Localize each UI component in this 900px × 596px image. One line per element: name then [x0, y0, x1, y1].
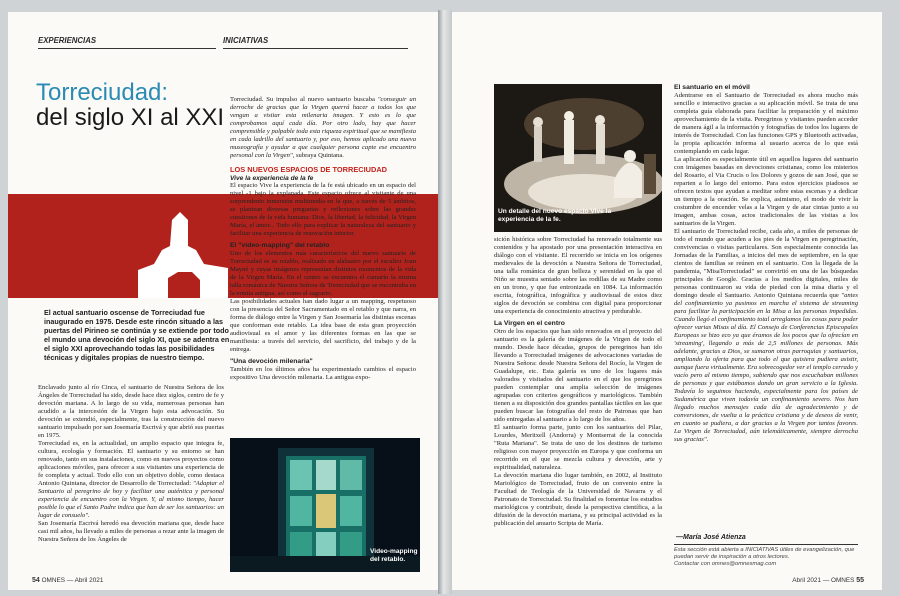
quintana-quote: "conseguir un derroche de gracias que la Virgen querrá hacer a todos los que vengan a visitar esta milenaria imagen. Y esto es lo que comprobamos aquí cada día. Por otro lado, hay que hacer comprensible y palpable toda esta riqueza espiritual que se manifiesta en cada ladrillo del santuario y, por eso, hemos aplicado una nueva museografía y ayudar a que cualquier persona capte ese encuentro personal con la Virgen"	[230, 96, 416, 159]
movil-paragraph-1: Adentrarse en el Santuario de Torreciudad es ahora mucho más sencillo e interactivo gracias a su aplicación móvil. Se trata de una completa guía elaborada para facilitar la preparación y el máximo aprovechamiento de la visita. Peregrinos y visitantes pueden acceder de manera ágil a la información y fotografías de todos los lugares de interés de Torreciudad. Con las funciones GPS y Bluetooth activadas, la propia aplicación informa al usuario acerca de lo que está contemplando en cada lugar.	[674, 92, 858, 155]
right-page	[452, 12, 882, 590]
body-paragraph-2	[38, 440, 224, 520]
left-page-number: 54	[32, 577, 40, 584]
quintana-text: Torreciudad. Su impulso al nuevo santuario buscaba	[230, 96, 378, 103]
left-column-1	[38, 384, 224, 574]
right-column-2	[674, 84, 858, 532]
left-footer	[32, 577, 103, 584]
movil-paragraph-3	[674, 228, 858, 444]
title-line-1: Torreciudad:	[36, 79, 169, 106]
left-page	[8, 12, 438, 590]
right-footer-text: Abril 2021 — OMNES	[792, 577, 855, 584]
title-line-2: del siglo XI al XXI	[36, 104, 225, 131]
exhibition-photo	[494, 84, 662, 232]
quintana-paragraph	[230, 96, 416, 160]
exposicion-paragraph: sición histórica sobre Torreciudad ha renovado totalmente sus contenidos y ha apostado por una presentación interactiva en diálogo con el visitante. El recorrido se inicia en los orígenes medievales de la devoción a Nuestra Señora de Torreciudad, una talla románica de gran belleza y serenidad en la que el Niño se muestra sentado sobre las rodillas de su Madre como en un trono, y que fue entronizada en 1084. La información escrita, fotográfica, infográfica y audiovisual de estos diez siglos de devoción se combina con digital para proporcionar una experiencia de conocimiento atractiva y perdurable.	[494, 236, 662, 315]
note-text: Esta sección está abierta a INICIATIVAS útiles de evangelización, que puedan servir de inspiración a otros lectores.	[674, 547, 855, 560]
video-mapping-photo	[230, 438, 420, 572]
section-rule-secondary	[223, 48, 408, 49]
author-signature: —María José Atienza	[676, 534, 746, 541]
section-rule	[38, 48, 216, 49]
movil-paragraph-3-quote: "antes del confinamiento ya pusimos en marcha el sistema de streaming para facilitar la participación en la Misa a las personas impedidas. Cuando llegó el confinamiento total arreglamos las cosas para poder ofrecer varias Misas al día. El Consejo de Conferencias Episcopales Europeas se hizo eco ya que éramos de los pocos que la ofrecían en 'streaming', llegando a más de 2,5 millones de personas. Más adelante, gracias a Dios, se sumaron otras parroquias y santuarios, ampliando la oferta para que todo el que quisiera pudiera asistir, aunque fuera virtualmente. Era sobrecogedor ver el templo cerrado y vacío pero al mismo tiempo, sabiendo que nos escuchaban millones de personas y que estábamos dando un gran servicio a la Iglesia. Todavía lo seguimos haciendo, especialmente para los países de Sudamérica que viven todavía un confinamiento severo. Nos han llegado muchos mensajes cada día de agradecimiento y de conversiones, de vuelta a la práctica cristiana y de deseos de venir, en cuanto se pudiera, a dar gracias a la Virgen por tantos favores. La Virgen de Torreciudad, aún telemáticamente, siempre derrocha sus gracias".	[674, 292, 858, 443]
body-paragraph-3: San Josemaría Escrivá heredó esa devoción mariana que, desde hace casi mil años, ha llevado a miles de personas a rezar ante la imagen de Nuestra Señora de los Ángeles de	[38, 520, 224, 543]
body-paragraph-2-quote: "Adaptar el Santuario al peregrino de hoy y facilitar una auténtica y personal experiencia de encuentro con la Virgen. Y, al mismo tiempo, hacer posible lo que el Santo Padre indica que han de ser los santuarios: un lugar de consuelo".	[38, 480, 224, 519]
right-page-number: 55	[856, 577, 864, 584]
heading-nuevos-espacios: LOS NUEVOS ESPACIOS DE TORRECIUDAD	[230, 165, 388, 174]
page-title	[36, 80, 224, 130]
movil-paragraph-3-text: El santuario de Torreciudad recibe, cada año, a miles de personas de todo el mundo que acuden a los pies de la Virgen en peregrinación, convivencias o visitas particulares. Son especialmente conocida las Jornadas de la Familias, a inicios del mes de septiembre, en la que cientos de familias se reúnen en el santuario. Con la llegada de la pandemia, "MisaTorreciudad" se convirtió en una de las búsquedas principales de Google. Gracias a los medios digitales, miles de personas continuaron su vida de piedad con la misa diaria y el domingo desde el Santuario. Antonio Quintana recuerda que	[674, 228, 858, 299]
video-paragraph-1: Uno de los elementos más característicos del nuevo santuario de Torreciudad es su retablo, realizado en alabastro por el escultor Joan Mayné y cuyas imágenes representan distintos momentos de la vida de la Virgen María. En el centro se encuentra el camarín la misma talla románica de Nuestra Señora de Torreciudad que se encontraba en la ermita antigua, así como el sagrario.	[230, 250, 416, 297]
caption-video-mapping: Video-mapping del retablo.	[370, 548, 418, 563]
centro-paragraph-3: La devoción mariana dio lugar también, en 2002, al Instituto Mariológico de Torreciudad, fruto de un convenio entre la Facultad de Teología de la Universidad de Navarra y el Patronato de Torreciudad. Su finalidad es fomentar los estudios mariológicos y contribuir, desde la perspectiva científica, a la difusión de la devoción mariana, y su principal actividad es la publicación del anuario Scripta de María.	[494, 472, 662, 527]
video-paragraph-2: Las posibilidades actuales han dado lugar a un mapping, respetuoso con la presencia del Señor Sacramentado en el retablo y que narra, en forma de diálogo entre la Virgen y San Josemaría las distintas escenas que conforman este retablo. La idea base de esta gran proyección audiovisual es el amor y las diferentes formas en las que se manifiesta: a través del servicio, del sacrificio, del trabajo y de la entrega.	[230, 298, 416, 353]
note-contact: Contactar con omnes@omnesmag.com	[674, 561, 777, 567]
note-rule	[674, 544, 858, 545]
subheading-vive: Vive la experiencia de la fe	[230, 175, 314, 182]
spine-gutter	[438, 10, 452, 594]
body-paragraph-1: Enclavado junto al río Cinca, el santuario de Nuestra Señora de los Ángeles de Torreciudad ha sido, desde hace diez siglos, centro de fe y devoción mariana. A lo largo de su vida, numerosas personas han acudido a la intercesión de la Virgen bajo esta advocación. Su devoción se extendió, especialmente, tras la construcción del nuevo santuario impulsado por san Josemaría Escrivá y que abrió sus puertas en 1975.	[38, 384, 224, 439]
body-paragraph-2-text: Torreciudad es, en la actualidad, un amplio espacio que integra fe, cultura, ecología y formación. El santuario y su entorno se han renovado, tanto en sus instalaciones, como en nuevos proyectos como aplicaciones móviles, para ofrecer a sus visitantes una experiencia de fe completa y actual. Todo ello con un objetivo doble, como destaca Antonio Quintana, director de Desarrollo de Torreciudad:	[38, 440, 224, 487]
right-footer	[792, 577, 864, 584]
right-column-1	[494, 236, 662, 574]
caption-exhibition: Un detalle del nuevo espacio Vive la experiencia de la fe.	[498, 208, 612, 223]
vive-paragraph: El espacio Vive la experiencia de la fe está ubicado en un espacio del nivel -1 bajo la explanada. Este espacio ofrece al visitante de una sorprendente inmersión multimedia en la que, a través de 5 ámbitos, se plantean diversas preguntas y reflexiones sobre las grandes cuestiones de la vida humana: Dios, la libertad, la felicidad, la Virgen María, el amor... Todo ello para explicar la naturaleza del santuario y facilitar una experiencia de renovación interior.	[230, 182, 416, 237]
church-icon	[138, 208, 228, 298]
section-tag: EXPERIENCIAS	[38, 36, 97, 45]
devocion-paragraph: También en los últimos años ha experimentado cambios el espacio expositivo Una devoción milenaria. La antigua expo-	[230, 366, 416, 381]
heading-video-mapping: El "video-mapping" del retablo	[230, 242, 330, 249]
lead-paragraph: El actual santuario oscense de Torreciudad fue inaugurado en 1975. Desde este rincón situado a las puertas del Pirineo se continúa y se extiende por todo el mundo una devoción del siglo XI, que se adentra en el siglo XXI aprovechando todas las posibilidades técnicas y digitales propias de nuestro tiempo.	[44, 308, 230, 362]
left-column-2	[230, 96, 416, 430]
left-footer-text: OMNES — Abril 2021	[41, 577, 104, 584]
centro-paragraph-2: El santuario forma parte, junto con los santuarios del Pilar, Lourdes, Meritxell (Andorra) y Montserrat de la conocida "Ruta Mariana". Se trata de uno de los destinos de turismo religioso con mayor proyección en Europa y que conforma un recorrido en el que se mezcla cultura y devoción, arte y espiritualidad, naturaleza.	[494, 424, 662, 471]
heading-virgen-centro: La Virgen en el centro	[494, 320, 565, 327]
section-tag-secondary: INICIATIVAS	[223, 36, 269, 45]
centro-paragraph-1: Otro de los espacios que han sido renovados en el proyecto del santuario es la galería de imágenes de la Virgen de todo el mundo. Desde hace décadas, grupos de peregrinos han ido llevando a Torreciudad imágenes de advocaciones variadas de Nuestra Señora: desde Nuestra Señora del Rocío, la Virgen de Guadalupe, etc. Esta galería es uno de los lugares más valorados y visitados del santuario en el que los peregrinos pueden contemplar una amplia selección de imágenes agrupadas con criterios geográficos y mariológicos. También tienen a su disposición dos grandes pantallas táctiles en las que pueden buscar las fotografías del resto de Patronas que han sido entregadas al santuario a lo largo de los años.	[494, 328, 662, 423]
heading-devocion-milenaria: "Una devoción milenaria"	[230, 358, 313, 365]
movil-paragraph-2: La aplicación es especialmente útil en aquellos lugares del santuario con imágenes basadas en devociones cristianas, como los misterios del Rosario, el Via Crucis o los Dolores y gozos de san José, que se reparten a lo largo del entorno. Para estos ejercicios piadosos se ofrecen textos que ayudan a meditar sobre estas escenas y a dedicar un tiempo a la oración. Se explica, asimismo, el modo de vivir la costumbre de encender velas a la Virgen y de atar cintas junto a su imagen, ambas cosas, actos tradicionales de las visitas a los santuarios de la Virgen.	[674, 156, 858, 227]
contact-note	[674, 547, 858, 568]
quintana-attribution: , subraya Quintana.	[292, 152, 344, 159]
heading-santuario-movil: El santuario en el móvil	[674, 84, 750, 91]
